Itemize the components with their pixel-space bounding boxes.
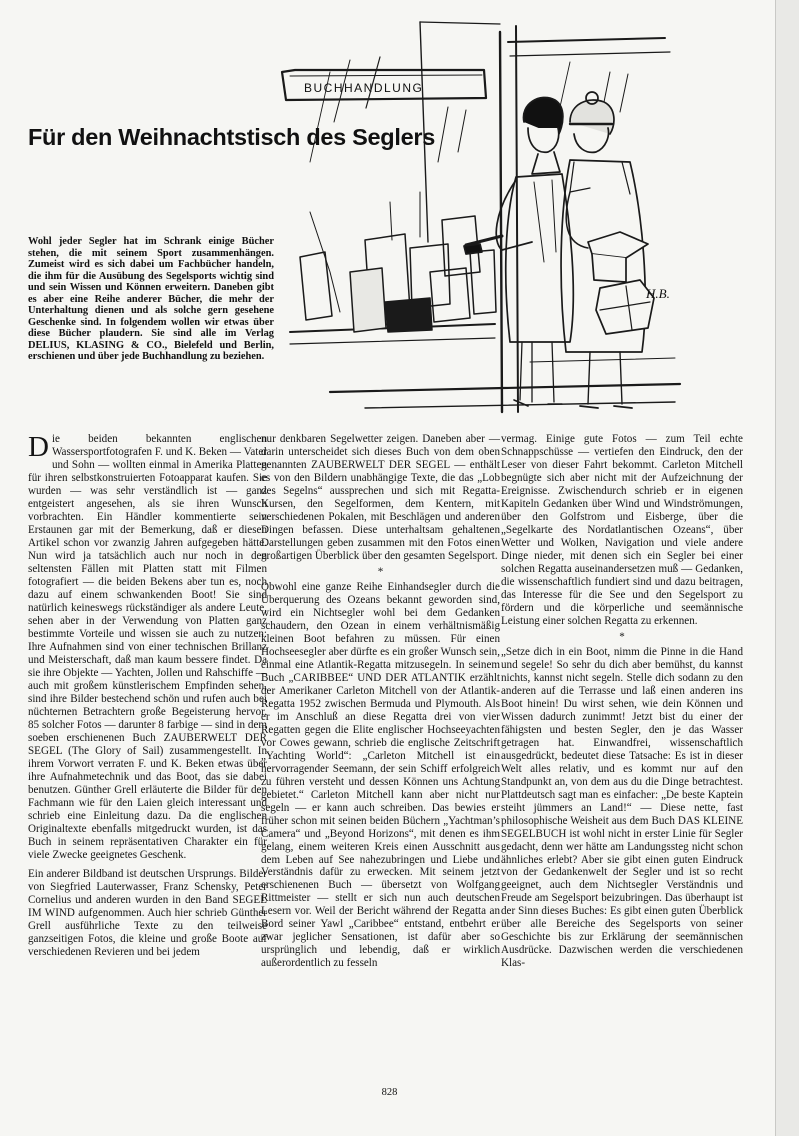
shop-sign-text: BUCHHANDLUNG <box>304 81 424 95</box>
text-column-3 <box>501 433 743 970</box>
paragraph: „Setze dich in ein Boot, nimm die Pinne in die Hand und segele! So sehr du dich aber bemühst, du kannst nichts, kannst nicht segeln. Stelle dich sodann zu den anderen auf die Terrasse und laß einen anderen ins Boot hinein! Du wirst sehen, wie dein Können und Wissen dadurch zunimmt! Jetzt bist du einer der fähigsten und besten Segler, den je das Wasser getragen hat. Einwandfrei, wissenschaftlich ausgedrückt, bedeutet diese Tatsache: Es ist in dieser Welt alles relativ, und es kommt nur auf den Standpunkt an, von dem aus du die Dinge betrachtest. Plattdeutsch sagt man es einfacher: „De beste Kaptein steiht jümmers an Land!“ — Diese nette, fast philosophische Weisheit aus dem Buch DAS KLEINE SEGELBUCH ist wohl nicht in erster Linie für Segler gedacht, denn wer hätte am Landungssteg nicht schon ähnliches erlebt? Aber sie gibt einen guten Eindruck von der Gedankenwelt der Segler und ist so recht geeignet, auch dem Nichtsegler Verständnis und Freude am Segelsport beizubringen. Das überhaupt ist der Sinn dieses Buches: Es gibt einen guten Überblick über alle Bereiche des Segelsports von seiner Geschichte bis zur Erklärung der seemännischen Ausdrücke. Dazwischen werden die verschiedenen Klas- <box>501 645 743 970</box>
section-separator: * <box>377 565 384 578</box>
article-title: Für den Weihnachtstisch des Seglers <box>28 124 435 150</box>
drop-cap: D <box>28 431 49 463</box>
text-column-2 <box>261 433 500 970</box>
text-column-1 <box>28 433 267 959</box>
section-separator: * <box>619 630 625 643</box>
paragraph-text: ie beiden bekannten englischen Wassersportfotografen F. und K. Beken — Vater und Sohn — wollten einmal in Amerika Platten für ihren selbstkonstruierten Fotoapparat kaufen. Sie wurden — was sehr verständlich ist — ganz entgeistert angesehen, als sie ihren Wunsch vorbrachten. Ein Händler kommentierte sein Erstaunen gar mit der Bemerkung, daß er diesen Artikel schon vor zwanzig Jahren aufgegeben hätte. Nun wird ja tatsächlich auch nur noch in den seltensten Fällen mit Platten statt mit Filmen fotografiert — die beiden Bekens aber tun es, noch dazu auf einem schwankenden Boot! Sie sind natürlich keineswegs rückständiger als andere Leute, sehen aber in der Verwendung von Platten ganz bestimmte Vorteile und wissen sie auch zu nutzen: Ihre Aufnahmen sind von einer technischen Brillanz und Meisterschaft, daß man kaum bessere findet. Da sie ihre Objekte — Yachten, Jollen und Rahschiffe — auch mit großem künstlerischem Empfinden sehen, sind ihre Bilder bestechend schön und rufen auch bei nüchternen Betrachtern große Begeisterung hervor. 85 solcher Fotos — darunter 8 farbige — sind in dem soeben erschienenen Buch ZAUBERWELT DER SEGEL (The Glory of Sail) zusammengestellt. In ihrem Vorwort verraten F. und K. Beken etwas über ihre Aufnahmetechnik und das Boot, das sie dabei benutzen. Günther Grell erläuterte die Bilder für den Fachmann wie für den Laien gleich interessant und schrieb eine Einleitung dazu. Da die englischen Originaltexte ebenfalls mitgedruckt wurden, ist das Buch in seinem repräsentativen Charakter ein für viele Zwecke geeignetes Geschenk. <box>28 433 267 861</box>
shop-sign <box>282 70 486 100</box>
paragraph: Obwohl eine ganze Reihe Einhandsegler durch die Überquerung des Ozeans bekannt geworden sind, wird ein Nichtsegler wohl bei dem Gedanken schaudern, den Ozean in einem verhältnismäßig kleinen Boot befahren zu müssen. Für einen Hochseesegler aber dürfte es ein großer Wunsch sein, einmal eine Atlantik-Regatta mitzusegeln. In seinem Buch „CARIBBEE“ UND DER ATLANTIK erzählt der Amerikaner Carleton Mitchell von der Atlantik-Regatta 1952 zwischen Bermuda und Plymouth. Als er im Anschluß an diese Regatta drei von vier Regatten gegen die Elite englischer Hochseeyachten vor Cowes gewann, schrieb die englische Zeitschrift „Yachting World“: „Carleton Mitchell ist ein hervorragender Seemann, der sein Schiff erfolgreich zu führen versteht und dessen Können uns Achtung gebietet.“ Carleton Mitchell kann aber nicht nur segeln — er kann auch schreiben. Das bewies er früher schon mit seinen beiden Büchern „Yachtman’s Camera“ und „Beyond Horizons“, mit denen es ihm gelang, einem weiteren Kreis einen Ausschnitt aus dem Leben auf See nahezubringen und Liebe und Verständnis dafür zu erwecken. Mit seinem jetzt erschienenen Buch — übersetzt von Wolfgang Rittmeister — stellt er sich nun auch deutschen Lesern vor. Weil der Bericht während der Regatta an Bord seiner Yawl „Caribbee“ entstand, entbehrt er zwar jeglicher Sensationen, ist dafür aber so ursprünglich und lebendig, daß er wirklich außerordentlich zu fesseln <box>261 580 500 970</box>
page-edge <box>775 0 799 1136</box>
paragraph: nur denkbaren Segelwetter zeigen. Daneben aber — darin unterscheidet sich dieses Buch von dem oben genannten ZAUBERWELT DER SEGEL — enthält es von den Bildern unabhängige Texte, die das „Lob des Segelns“ aussprechen und sich mit Regatta-Kursen, den Segelformen, dem Kentern, mit verschiedenen Pokalen, mit Beschlägen und anderen Dingen befassen. Diese unterhaltsam gehaltenen Darstellungen geben zusammen mit den Fotos einen großartigen Überblick über den gesamten Segelsport. <box>261 433 500 562</box>
page-number: 828 <box>381 1087 398 1098</box>
bookshop-illustration <box>270 12 690 422</box>
paragraph: vermag. Einige gute Fotos — zum Teil echte Schnappschüsse — vertiefen den Eindruck, den der Leser von dieser Fahrt bekommt. Carleton Mitchell begnügte sich aber nicht mit der Aufzeichnung der Ereignisse. Zwischendurch schrieb er in eigenen Kapiteln Gedanken über Wind und Windströmungen, über den Golfstrom und Eisberge, über die „Segelkarte des Nordatlantischen Ozeans“, über Wetter und Wolken, Navigation und viele andere Dinge nieder, mit denen sich ein Segler bei einer solchen Regatta auseinandersetzen muß — Gedanken, die wissenschaftlich fundiert sind und dazu beitragen, das Interesse für die See und den Segelsport zu fördern und die körperliche und seemännische Leistung einer solchen Regatta zu erkennen. <box>501 433 743 627</box>
book-display <box>300 192 496 332</box>
article-intro: Wohl jeder Segler hat im Schrank einige Bücher stehen, die mit seinem Sport zusammenhängen. Zumeist wird es sich dabei um Fachbücher handeln, die ihm für die Ausübung des Segelsports wichtig sind und sein Wissen und Können erweitern. Daneben gibt es aber eine Reihe anderer Bücher, die mehr der Unterhaltung dienen und als solche gern gesehene Geschenke sind. In folgendem wollen wir etwas über diese Bücher plaudern. Sie sind alle im Verlag DELIUS, KLASING & CO., Bielefeld und Berlin, erschienen und über jede Buchhandlung zu beziehen. <box>28 236 274 363</box>
paragraph <box>28 433 267 861</box>
paragraph: Ein anderer Bildband ist deutschen Ursprungs. Bilder von Siegfried Lauterwasser, Franz Schensky, Peter Cornelius und anderen wurden in den Band SEGEL IM WIND aufgenommen. Auch hier schrieb Günther Grell ausführliche Texte zu den teilweise ganzseitigen Fotos, die kleine und große Boote auf verschiedenen Revieren und bei jedem <box>28 868 267 959</box>
artist-signature: H.B. <box>646 286 670 301</box>
